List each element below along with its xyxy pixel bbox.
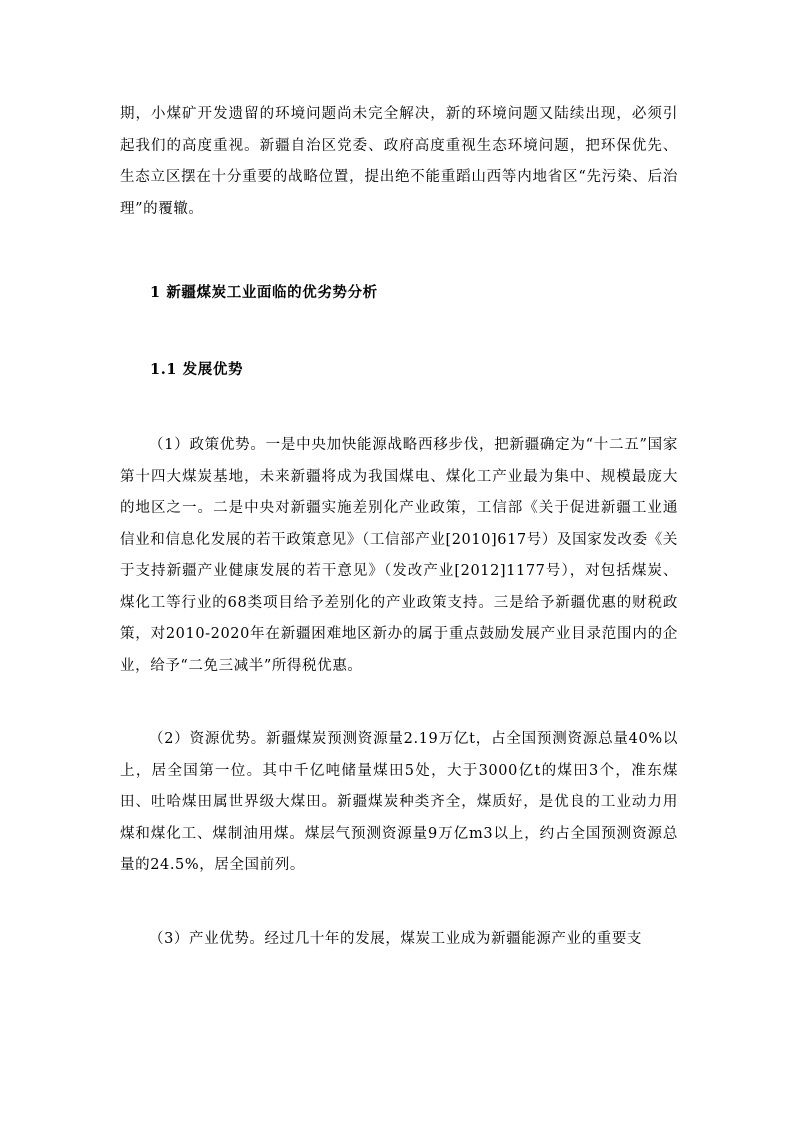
- section-heading-1: 1 新疆煤炭工业面临的优劣势分析: [150, 284, 378, 301]
- paragraph-intro: 期，小煤矿开发遗留的环境问题尚未完全解决，新的环境问题又陆续出现，必须引起我们的高度重视。新疆自治区党委、政府高度重视生态环境问题，把环保优先、生态立区摆在十分重要的战略位置，提出绝不能重蹈山西等内地省区“先污染、后治理”的覆辙。: [120, 106, 678, 217]
- document-body: [120, 99, 678, 955]
- paragraph-resource-advantage: （2）资源优势。新疆煤炭预测资源量2.19万亿t，占全国预测资源总量40%以上，居全国第一位。其中千亿吨储量煤田5处，大于3000亿t的煤田3个，准东煤田、吐哈煤田属世界级大煤田。新疆煤炭种类齐全，煤质好，是优良的工业动力用煤和煤化工、煤制油用煤。煤层气预测资源量9万亿m3以上，约占全国预测资源总量的24.5%，居全国前列。: [120, 731, 678, 873]
- paragraph-industry-advantage: （3）产业优势。经过几十年的发展，煤炭工业成为新疆能源产业的重要支: [149, 930, 643, 947]
- subsection-heading-1-1: 1.1 发展优势: [150, 360, 244, 378]
- paragraph-policy-advantage: （1）政策优势。一是中央加快能源战略西移步伐，把新疆确定为“十二五”国家第十四大煤炭基地，未来新疆将成为我国煤电、煤化工产业最为集中、规模最庞大的地区之一。二是中央对新疆实施差别化产业政策，工信部《关于促进新疆工业通信业和信息化发展的若干政策意见》（工信部产业[2010]617号）及国家发改委《关于支持新疆产业健康发展的若干意见》（发改产业[2012]1177号），对包括煤炭、煤化工等行业的68类项目给予差别化的产业政策支持。三是给予新疆优惠的财税政策，对2010-2020年在新疆困难地区新办的属于重点鼓励发展产业目录范围内的企业，给予“二免三减半”所得税优惠。: [120, 437, 678, 674]
